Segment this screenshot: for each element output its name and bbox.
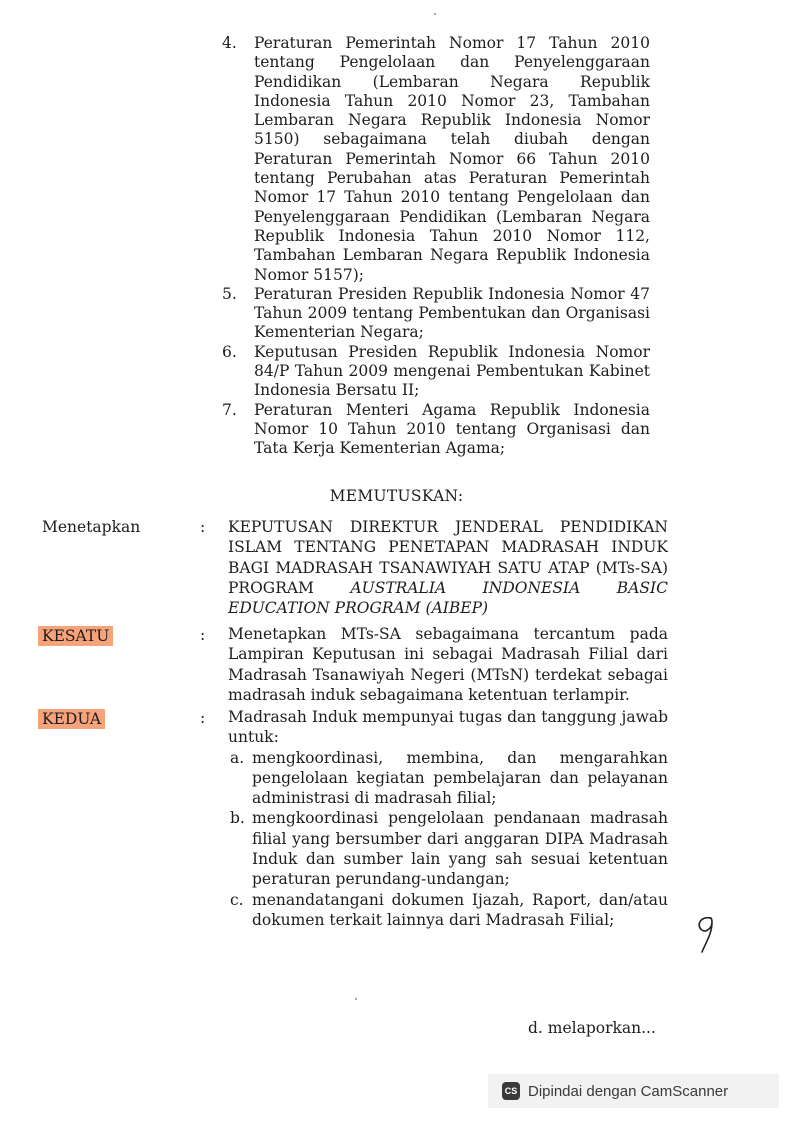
next-page-cue: d. melaporkan...	[528, 1019, 656, 1037]
item-text: Peraturan Menteri Agama Republik Indonesia Nomor 10 Tahun 2010 tentang Organisasi dan Tata Kerja Kementerian Agama;	[254, 400, 650, 458]
menetapkan-label: Menetapkan	[42, 518, 141, 536]
item-number: 4.	[222, 34, 237, 52]
consideration-item	[218, 285, 650, 343]
considerations-list	[218, 34, 650, 459]
item-text: Peraturan Pemerintah Nomor 17 Tahun 2010 tentang Pengelolaan dan Penyelenggaraan Pendidikan (Lembaran Negara Republik Indonesia Tahun 2010 Nomor 23, Tambahan Lembaran Negara Republik Indonesia Nomor 5150) sebagaimana telah diubah dengan Peraturan Pemerintah Nomor 66 Tahun 2010 tentang Perubahan atas Peraturan Pemerintah Nomor 17 Tahun 2010 tentang Pengelolaan dan Penyelenggaraan Pendidikan (Lembaran Negara Republik Indonesia Tahun 2010 Nomor 112, Tambahan Lembaran Negara Republik Indonesia Nomor 5157);	[254, 34, 650, 284]
consideration-item	[218, 34, 650, 285]
item-letter: a.	[230, 748, 245, 767]
consideration-item	[218, 401, 650, 459]
scan-speck	[355, 998, 357, 1000]
kedua-item	[228, 808, 668, 889]
menetapkan-text-main: KEPUTUSAN DIREKTUR JENDERAL PENDIDIKAN ISLAM TENTANG PENETAPAN MADRASAH INDUK BAGI MADRASAH TSANAWIYAH SATU ATAP (MTs-SA) PROGRAM	[228, 518, 668, 597]
kedua-block	[228, 707, 668, 930]
kedua-colon: :	[200, 709, 206, 727]
camscanner-watermark	[488, 1074, 779, 1108]
kesatu-label: KESATU	[38, 626, 113, 646]
kedua-item	[228, 890, 668, 931]
kesatu-text: Menetapkan MTs-SA sebagaimana tercantum pada Lampiran Keputusan ini sebagai Madrasah Filial dari Madrasah Tsanawiyah Negeri (MTsN) terdekat sebagai madrasah induk sebagaimana ketentuan terlampir.	[228, 625, 668, 704]
item-number: 5.	[222, 284, 237, 303]
handwritten-initial-mark	[690, 912, 724, 954]
item-number: 6.	[222, 342, 237, 361]
menetapkan-text	[228, 517, 668, 618]
item-text: Keputusan Presiden Republik Indonesia Nomor 84/P Tahun 2009 mengenai Pembentukan Kabinet Indonesia Bersatu II;	[254, 342, 650, 400]
scan-speck	[434, 13, 436, 15]
menetapkan-colon: :	[200, 518, 206, 536]
camscanner-label: Dipindai dengan CamScanner	[528, 1082, 729, 1100]
item-letter: c.	[230, 890, 244, 909]
item-text: menandatangani dokumen Ijazah, Raport, dan/atau dokumen terkait lainnya dari Madrasah Filial;	[252, 890, 668, 929]
menetapkan-text-italic: AUSTRALIA INDONESIA BASIC EDUCATION PROGRAM (AIBEP)	[228, 578, 668, 618]
kedua-label: KEDUA	[38, 709, 105, 729]
camscanner-logo-icon: CS	[502, 1082, 520, 1100]
consideration-item	[218, 343, 650, 401]
decision-heading: MEMUTUSKAN:	[329, 487, 464, 505]
item-text: mengkoordinasi, membina, dan mengarahkan pengelolaan kegiatan pembelajaran dan pelayanan administrasi di madrasah filial;	[252, 748, 668, 808]
kedua-intro: Madrasah Induk mempunyai tugas dan tanggung jawab untuk:	[228, 708, 668, 747]
item-text: mengkoordinasi pengelolaan pendanaan madrasah filial yang bersumber dari anggaran DIPA Madrasah Induk dan sumber lain yang sah sesuai ketentuan peraturan perundang-undangan;	[252, 809, 668, 889]
item-letter: b.	[230, 809, 245, 828]
kesatu-colon: :	[200, 626, 206, 644]
kedua-item	[228, 748, 668, 809]
item-number: 7.	[222, 400, 237, 419]
item-text: Peraturan Presiden Republik Indonesia Nomor 47 Tahun 2009 tentang Pembentukan dan Organisasi Kementerian Negara;	[254, 284, 650, 342]
